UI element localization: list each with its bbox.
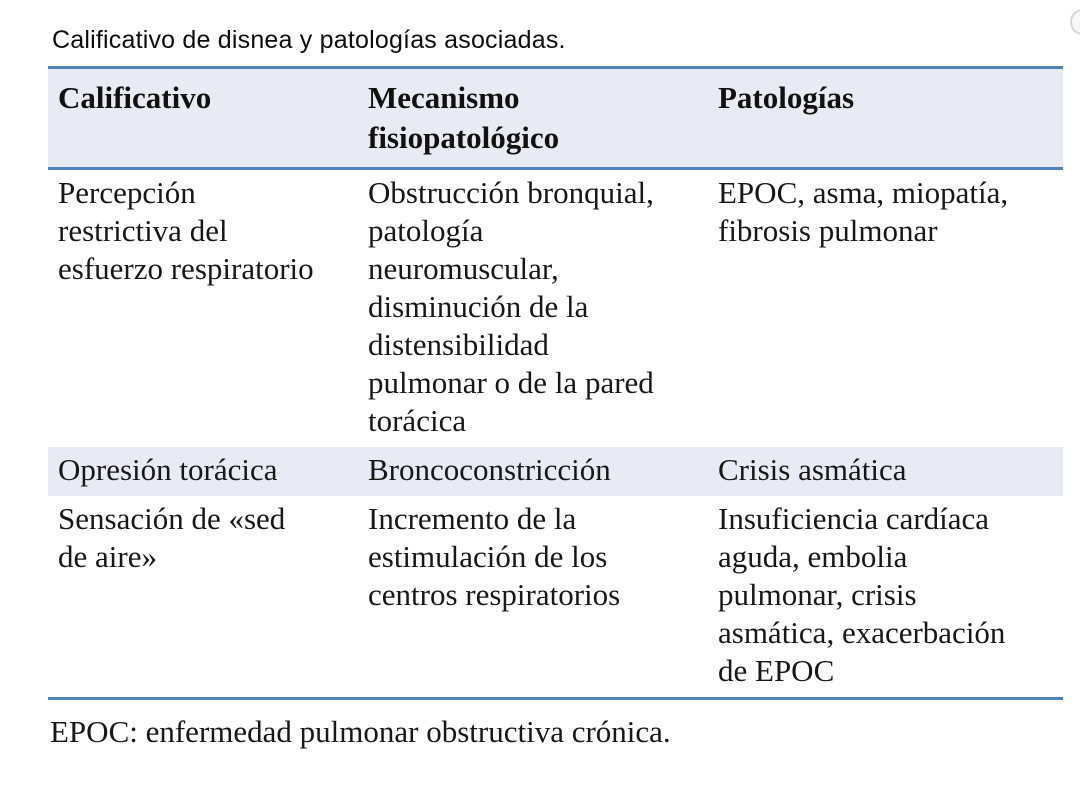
table-row-percepcion-restrictiva [48, 170, 1063, 447]
table-body [48, 66, 1063, 700]
column-header-calificativo: Calificativo [58, 80, 212, 115]
cell-mecanismo-1: Obstrucción bronquial, patología neuromuscular, disminución de la distensibilidad pulmonar o de la pared torácica [368, 175, 654, 438]
table-row-opresion-toracica [48, 447, 1063, 496]
dyspnea-table [48, 66, 1063, 751]
cell-mecanismo-2: Broncoconstricción [368, 452, 611, 487]
cell-calificativo-1: Percepción restrictiva del esfuerzo respiratorio [58, 175, 314, 286]
cell-calificativo-3: Sensación de «sed de aire» [58, 501, 286, 574]
column-header-patologias: Patologías [718, 80, 855, 115]
cell-patologias-1: EPOC, asma, miopatía, fibrosis pulmonar [718, 175, 1009, 248]
cell-patologias-3: Insuficiencia cardíaca aguda, embolia pulmonar, crisis asmática, exacerbación de EPOC [718, 501, 1006, 688]
cropped-circle-button[interactable] [1070, 9, 1080, 35]
cell-mecanismo-3: Incremento de la estimulación de los centros respiratorios [368, 501, 621, 612]
column-header-mecanismo-fisiopatologico: Mecanismo fisiopatológico [368, 80, 560, 155]
cell-patologias-2: Crisis asmática [718, 452, 907, 487]
table-caption: Calificativo de disnea y patologías asociadas. [52, 26, 566, 54]
cell-calificativo-2: Opresión torácica [58, 452, 278, 487]
table-footnote: EPOC: enfermedad pulmonar obstructiva crónica. [50, 714, 671, 749]
table-header-row [48, 66, 1063, 170]
table-row-sed-de-aire [48, 496, 1063, 697]
table-bottom-rule [48, 697, 1063, 700]
